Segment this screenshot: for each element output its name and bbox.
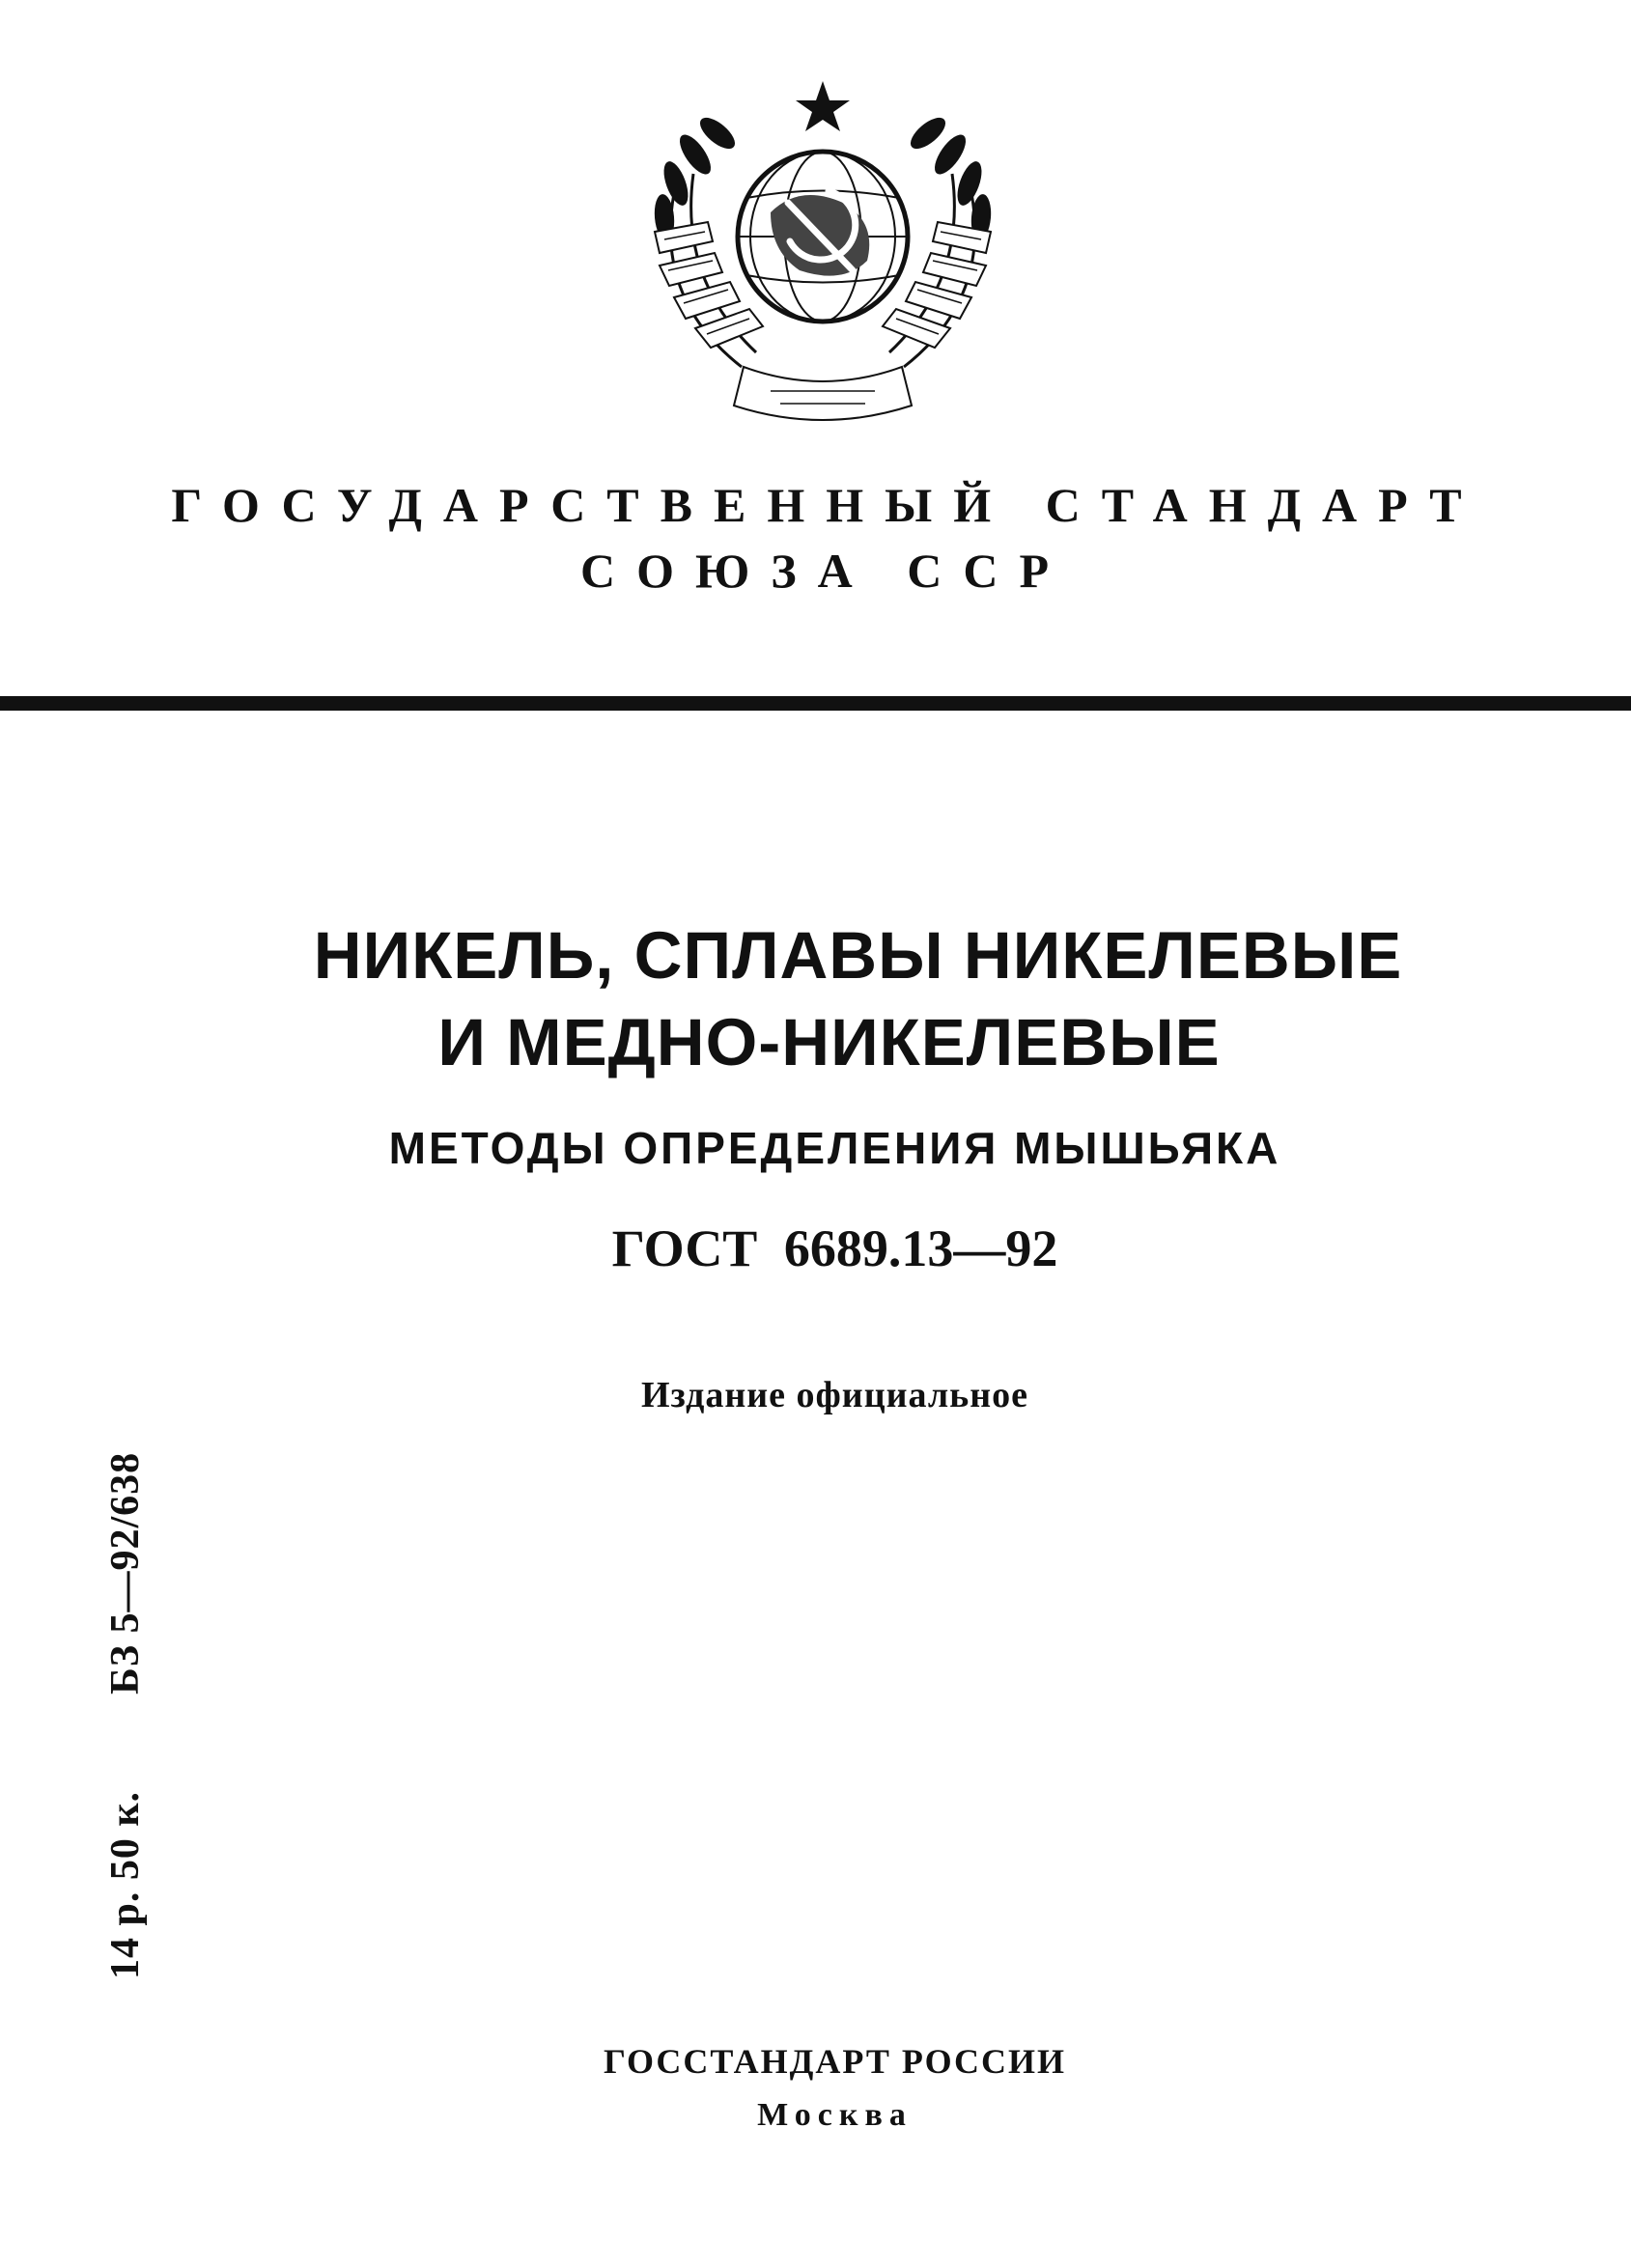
publisher: ГОССТАНДАРТ РОССИИ xyxy=(603,2042,1067,2081)
document-title-line-1: НИКЕЛЬ, СПЛАВЫ НИКЕЛЕВЫЕ xyxy=(313,918,1403,993)
header-line-1: ГОСУДАРСТВЕННЫЙ СТАНДАРТ xyxy=(171,478,1483,532)
document-subtitle: МЕТОДЫ ОПРЕДЕЛЕНИЯ МЫШЬЯКА xyxy=(388,1123,1281,1173)
document-title-line-2: И МЕДНО-НИКЕЛЕВЫЕ xyxy=(437,1005,1221,1079)
price-label: 14 р. 50 к. xyxy=(103,1790,148,1979)
ussr-state-emblem-icon xyxy=(635,77,1010,444)
catalog-code: БЗ 5—92/638 xyxy=(103,1451,148,1694)
publication-city: Москва xyxy=(757,2097,913,2133)
edition-note: Издание официальное xyxy=(640,1375,1028,1415)
divider-rule xyxy=(0,696,1631,711)
header-line-2: СОЮЗА ССР xyxy=(579,544,1071,598)
side-note xyxy=(102,1452,149,1979)
gost-number: ГОСТ 6689.13—92 xyxy=(611,1219,1058,1277)
